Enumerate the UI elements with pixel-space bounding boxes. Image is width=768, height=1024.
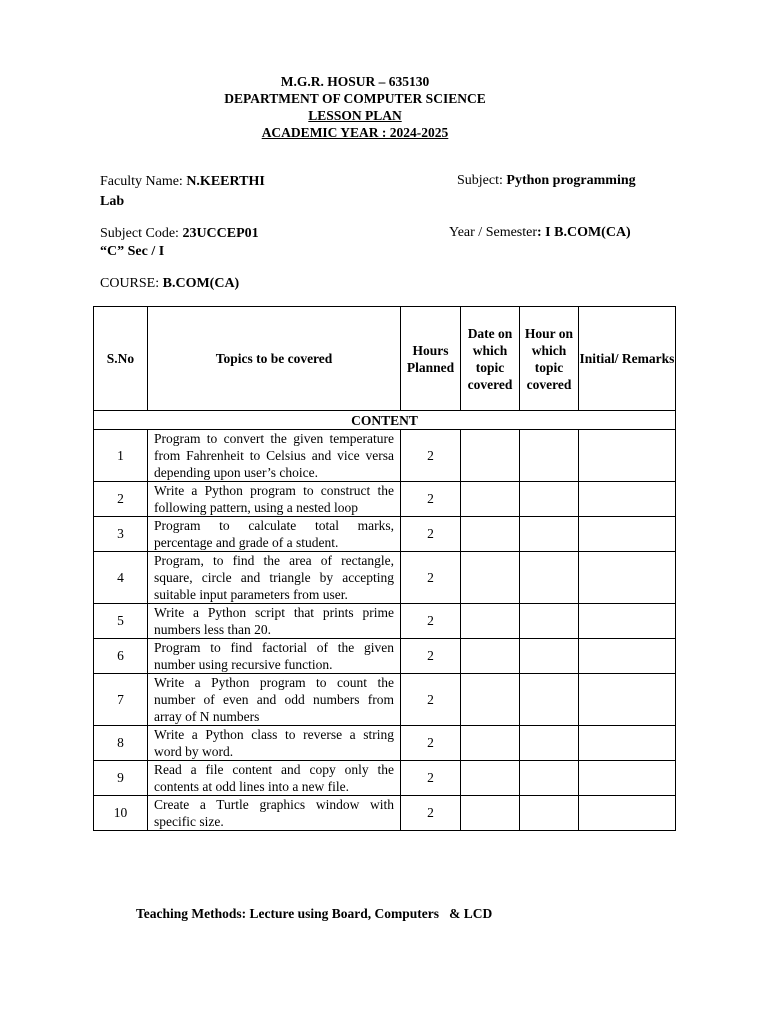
row-hour-covered [520, 482, 579, 517]
subject-info [457, 173, 636, 189]
table-row [94, 639, 676, 674]
row-sno: 6 [94, 639, 148, 674]
row-remarks [579, 639, 676, 674]
row-sno: 8 [94, 726, 148, 761]
row-date-covered [461, 761, 520, 796]
row-remarks [579, 761, 676, 796]
header-hour-covered: Hour on which topic covered [520, 307, 579, 411]
row-topic: Write a Python program to construct the following pattern, using a nested loop [148, 482, 401, 517]
row-sno: 7 [94, 674, 148, 726]
section-row [94, 411, 676, 430]
row-topic: Program to calculate total marks, percentage and grade of a student. [148, 517, 401, 552]
table-row [94, 482, 676, 517]
teaching-methods: Teaching Methods: Lecture using Board, Computers & LCD [136, 906, 493, 921]
row-hours-planned: 2 [401, 517, 461, 552]
subject-cont [100, 193, 124, 211]
row-hour-covered [520, 726, 579, 761]
row-hour-covered [520, 796, 579, 831]
table-row [94, 761, 676, 796]
table-row [94, 552, 676, 604]
subject-code-info [100, 225, 259, 243]
row-topic: Program, to find the area of rectangle, square, circle and triangle by accepting suitable input parameters from user. [148, 552, 401, 604]
row-hours-planned: 2 [401, 604, 461, 639]
document-header [0, 73, 710, 141]
header-remarks: Initial/ Remarks [579, 307, 676, 411]
institution-line: M.G.R. HOSUR – 635130 [280, 74, 430, 89]
row-remarks [579, 552, 676, 604]
subject-label: Subject: [457, 173, 507, 188]
row-topic: Create a Turtle graphics window with specific size. [148, 796, 401, 831]
table-row [94, 517, 676, 552]
section-info [100, 243, 164, 261]
row-date-covered [461, 482, 520, 517]
row-date-covered [461, 639, 520, 674]
row-date-covered [461, 726, 520, 761]
row-remarks [579, 796, 676, 831]
row-topic: Write a Python script that prints prime numbers less than 20. [148, 604, 401, 639]
section-value: “C” Sec / I [100, 244, 165, 259]
row-hour-covered [520, 761, 579, 796]
table-row [94, 726, 676, 761]
row-hours-planned: 2 [401, 552, 461, 604]
academic-year-line: ACADEMIC YEAR : 2024-2025 [261, 125, 449, 140]
year-semester-info [449, 225, 631, 241]
table-row [94, 796, 676, 831]
row-sno: 9 [94, 761, 148, 796]
course-info [100, 275, 239, 293]
subject-code-value: 23UCCEP01 [182, 226, 259, 241]
row-hours-planned: 2 [401, 639, 461, 674]
section-label: CONTENT [94, 411, 676, 430]
row-date-covered [461, 604, 520, 639]
row-date-covered [461, 674, 520, 726]
row-topic: Read a file content and copy only the contents at odd lines into a new file. [148, 761, 401, 796]
row-sno: 3 [94, 517, 148, 552]
row-remarks [579, 517, 676, 552]
row-hours-planned: 2 [401, 796, 461, 831]
row-hour-covered [520, 517, 579, 552]
subject-code-label: Subject Code: [100, 226, 183, 241]
row-date-covered [461, 796, 520, 831]
doc-type-line: LESSON PLAN [308, 108, 402, 123]
row-hours-planned: 2 [401, 482, 461, 517]
row-hour-covered [520, 552, 579, 604]
department-line: DEPARTMENT OF COMPUTER SCIENCE [224, 91, 486, 106]
header-hours-planned: Hours Planned [401, 307, 461, 411]
row-remarks [579, 430, 676, 482]
row-date-covered [461, 430, 520, 482]
row-date-covered [461, 517, 520, 552]
row-hours-planned: 2 [401, 674, 461, 726]
row-topic: Program to find factorial of the given number using recursive function. [148, 639, 401, 674]
row-sno: 5 [94, 604, 148, 639]
table-row [94, 674, 676, 726]
row-hour-covered [520, 430, 579, 482]
header-topics: Topics to be covered [148, 307, 401, 411]
row-remarks [579, 726, 676, 761]
faculty-value: N.KEERTHI [186, 174, 265, 189]
lesson-plan-table [93, 306, 676, 831]
row-topic: Write a Python class to reverse a string word by word. [148, 726, 401, 761]
row-hours-planned: 2 [401, 430, 461, 482]
header-date-covered: Date on which topic covered [461, 307, 520, 411]
row-hour-covered [520, 674, 579, 726]
header-sno: S.No [94, 307, 148, 411]
year-semester-value: : I B.COM(CA) [537, 225, 631, 240]
row-sno: 1 [94, 430, 148, 482]
row-topic: Program to convert the given temperature from Fahrenheit to Celsius and vice versa depending upon user’s choice. [148, 430, 401, 482]
table-row [94, 604, 676, 639]
row-sno: 2 [94, 482, 148, 517]
row-hours-planned: 2 [401, 726, 461, 761]
row-hour-covered [520, 604, 579, 639]
subject-cont-value: Lab [100, 194, 125, 209]
row-remarks [579, 482, 676, 517]
year-semester-label: Year / Semester [449, 225, 538, 240]
row-hours-planned: 2 [401, 761, 461, 796]
row-hour-covered [520, 639, 579, 674]
row-topic: Write a Python program to count the number of even and odd numbers from array of N numbers [148, 674, 401, 726]
row-date-covered [461, 552, 520, 604]
row-sno: 10 [94, 796, 148, 831]
faculty-info [100, 173, 265, 191]
row-sno: 4 [94, 552, 148, 604]
course-value: B.COM(CA) [162, 276, 240, 291]
row-remarks [579, 674, 676, 726]
course-label: COURSE: [100, 276, 163, 291]
faculty-label: Faculty Name: [100, 174, 187, 189]
row-remarks [579, 604, 676, 639]
subject-value: Python programming [506, 173, 636, 188]
table-row [94, 430, 676, 482]
table-header-row [94, 307, 676, 411]
